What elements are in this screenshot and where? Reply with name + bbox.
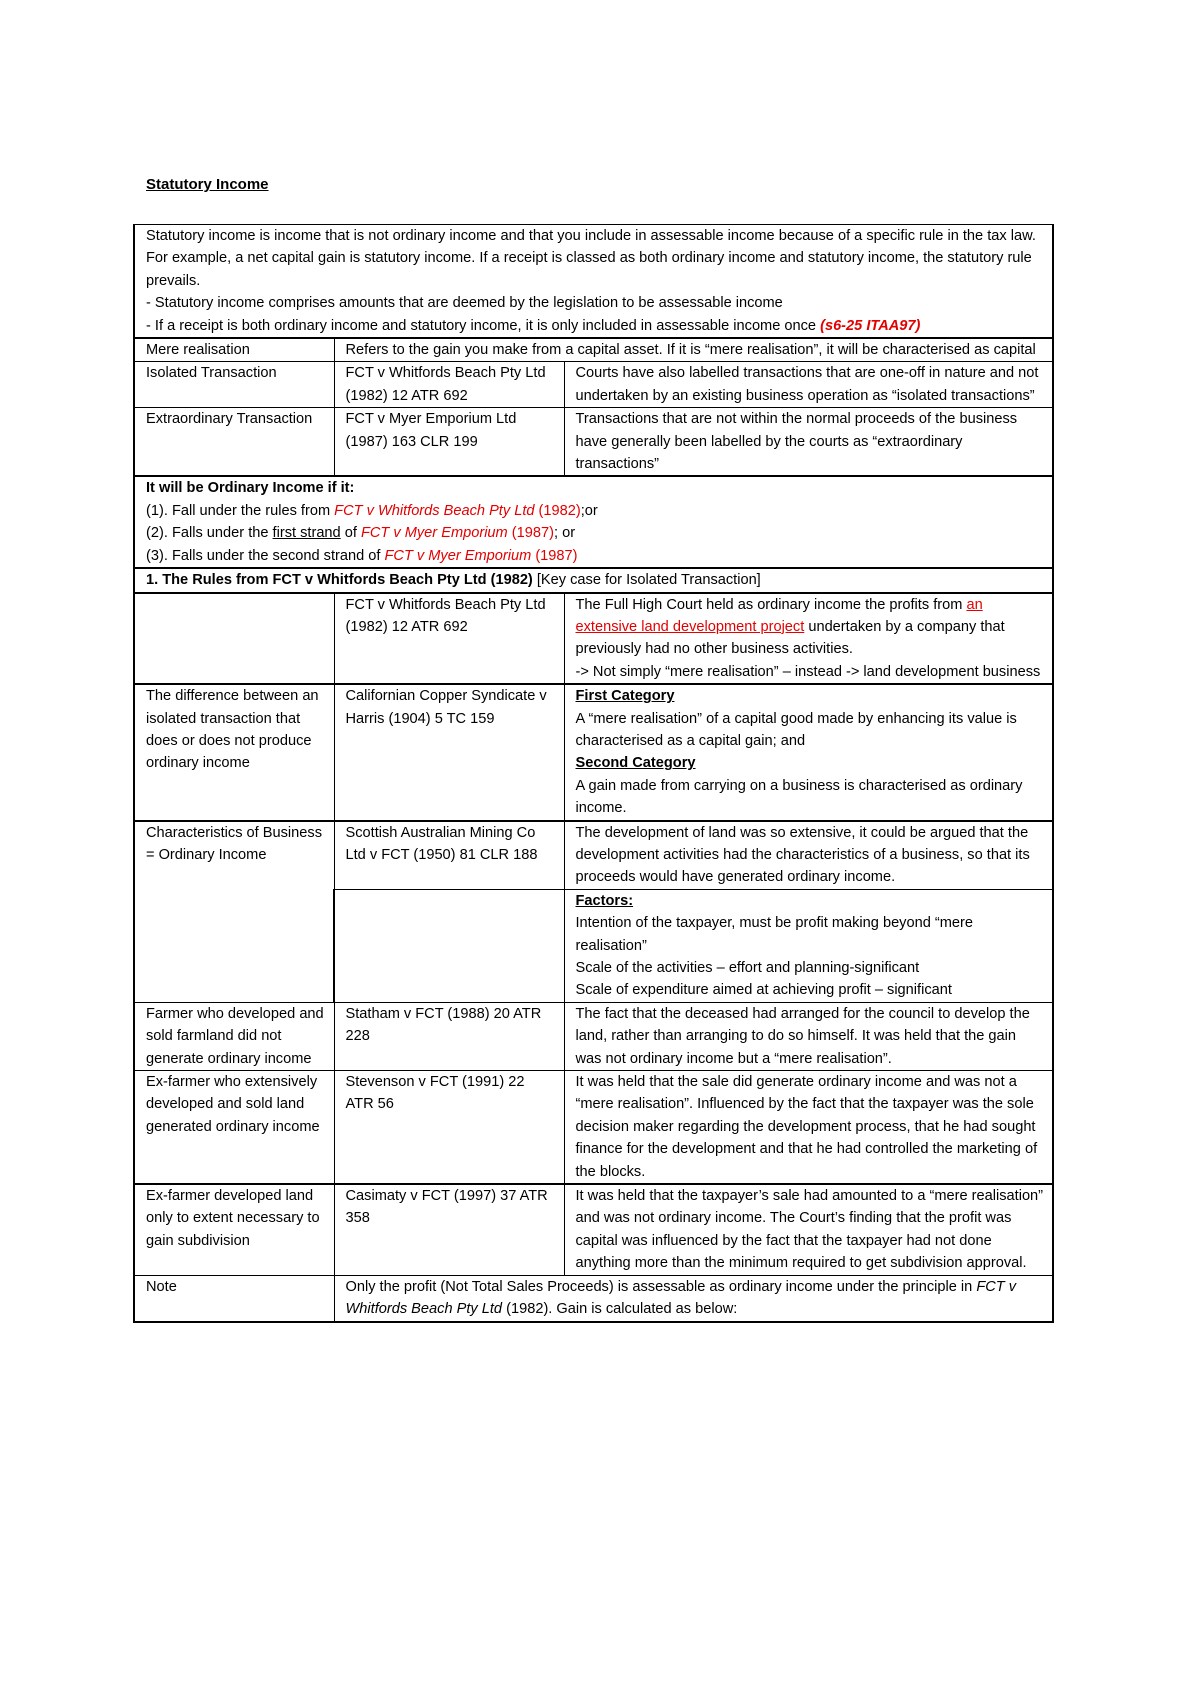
criteria-emphasis: first strand (272, 525, 341, 542)
criteria-text: (1). Fall under the rules from (146, 502, 335, 519)
case-reference: FCT v Myer Emporium (360, 525, 508, 542)
row-label: Isolated Transaction (134, 362, 334, 408)
factor-item: Scale of the activities – effort and planning-significant (575, 960, 920, 976)
table-row (134, 1275, 1053, 1321)
table-row (134, 684, 1053, 820)
row-label (134, 593, 334, 685)
section-reference: (s6-25 ITAA97) (820, 317, 921, 334)
criteria-item (146, 500, 1044, 522)
factor-item: Scale of expenditure aimed at achieving profit – significant (575, 982, 952, 999)
case-citation: Californian Copper Syndicate v Harris (1904) 5 TC 159 (334, 684, 564, 820)
section-heading (134, 568, 1053, 592)
category-text: A “mere realisation” of a capital good made by enhancing its value is characterised as a capital gain; and (575, 710, 1017, 749)
criteria-text: (3). Falls under the second strand of (146, 547, 385, 564)
intro-bullet: - Statutory income comprises amounts that are deemed by the legislation to be assessable income (146, 295, 783, 312)
case-citation: FCT v Whitfords Beach Pty Ltd (1982) 12 ATR 692 (334, 362, 564, 408)
intro-paragraph: Statutory income is income that is not ordinary income and that you include in assessable income because of a specific rule in the tax law. For example, a net capital gain is statutory income. If a receipt is classed as both ordinary income and statutory income, the statutory rule prevails. (146, 228, 1036, 289)
table-row (134, 1071, 1053, 1185)
row-label: Farmer who developed and sold farmland did not generate ordinary income (134, 1002, 334, 1070)
table-row (134, 821, 1053, 890)
case-reference: FCT v Whitfords Beach Pty Ltd (334, 502, 535, 519)
category-heading: First Category (575, 688, 675, 705)
row-label: Ex-farmer developed land only to extent necessary to gain subdivision (134, 1184, 334, 1275)
table-row (134, 1002, 1053, 1070)
case-citation (334, 889, 564, 1002)
row-text: It was held that the taxpayer’s sale had amounted to a “mere realisation” and was not ordinary income. The Court’s finding that the profit was capital was influenced by the fact that the taxpayer had not done anything more than the minimum required to get subdivision approval. (564, 1184, 1053, 1275)
case-year: (1987) (531, 547, 578, 564)
section-heading-note: [Key case for Isolated Transaction] (532, 572, 761, 589)
row-text-part: (1982). Gain is calculated as below: (502, 1301, 738, 1318)
row-label: Mere realisation (134, 338, 334, 362)
row-label: Note (134, 1275, 334, 1321)
case-citation: FCT v Myer Emporium Ltd (1987) 163 CLR 199 (334, 408, 564, 477)
row-text: The development of land was so extensive, it could be argued that the development activities had the characteristics of a business, so that its proceeds would have generated ordinary income. (564, 821, 1053, 890)
criteria-text: (2). Falls under the (146, 525, 273, 542)
row-text: Courts have also labelled transactions that are one-off in nature and not undertaken by an existing business operation as “isolated transactions” (564, 362, 1053, 408)
row-text: Transactions that are not within the normal proceeds of the business have generally been labelled by the courts as “extraordinary transactions” (564, 408, 1053, 477)
row-text (334, 1275, 1053, 1321)
intro-bullet (146, 315, 1044, 337)
table-row (134, 593, 1053, 685)
factor-item: Intention of the taxpayer, must be profit making beyond “mere realisation” (575, 915, 973, 954)
page-title: Statutory Income (146, 176, 269, 193)
criteria-heading: It will be Ordinary Income if it: (146, 480, 355, 497)
criteria-text: of (340, 525, 361, 542)
criteria-item (146, 522, 1044, 544)
table-row (134, 476, 1053, 568)
category-heading: Second Category (575, 755, 696, 772)
statutory-income-table (133, 224, 1054, 1323)
factors-heading: Factors: (575, 892, 634, 909)
case-citation: Stevenson v FCT (1991) 22 ATR 56 (334, 1071, 564, 1185)
case-year: (1982) (534, 502, 581, 519)
row-text: The fact that the deceased had arranged for the council to develop the land, rather than arranging to do so himself. It was held that the gain was not ordinary income but a “mere realisation”. (564, 1002, 1053, 1070)
case-reference: FCT v Myer Emporium (384, 547, 532, 564)
table-row (134, 568, 1053, 592)
factors-cell (564, 889, 1053, 1002)
criteria-text: ;or (580, 502, 598, 519)
row-text-part: Only the profit (Not Total Sales Proceeds) is assessable as ordinary income under the principle in (345, 1278, 977, 1295)
table-row (134, 338, 1053, 362)
criteria-item (146, 545, 1044, 567)
bullet-text: - If a receipt is both ordinary income and statutory income, it is only included in assessable income once (146, 317, 821, 334)
case-citation: Statham v FCT (1988) 20 ATR 228 (334, 1002, 564, 1070)
row-text: Refers to the gain you make from a capital asset. If it is “mere realisation”, it will be characterised as capital (334, 338, 1053, 362)
table-row (134, 225, 1053, 339)
table-row (134, 408, 1053, 477)
row-text (564, 684, 1053, 820)
row-label: Ex-farmer who extensively developed and sold land generated ordinary income (134, 1071, 334, 1185)
case-citation: Casimaty v FCT (1997) 37 ATR 358 (334, 1184, 564, 1275)
row-text (564, 593, 1053, 685)
case-reference: FCT v Whitfords Beach Pty Ltd (345, 1278, 1017, 1318)
highlighted-phrase: an extensive land development project (575, 596, 983, 635)
category-text: A gain made from carrying on a business is characterised as ordinary income. (575, 777, 1023, 817)
row-label: Characteristics of Business = Ordinary Income (134, 821, 334, 1003)
row-text-part: The Full High Court held as ordinary income the profits from (575, 596, 967, 613)
criteria-text: ; or (553, 525, 576, 542)
intro-cell (134, 225, 1053, 339)
case-year: (1987) (507, 525, 554, 542)
section-heading-bold: 1. The Rules from FCT v Whitfords Beach Pty Ltd (1982) (146, 572, 533, 589)
case-citation: Scottish Australian Mining Co Ltd v FCT (1950) 81 CLR 188 (334, 821, 564, 890)
ordinary-income-criteria (134, 476, 1053, 568)
row-label: The difference between an isolated transaction that does or does not produce ordinary income (134, 684, 334, 820)
row-text-part: undertaken by a company that previously had no other business activities. (575, 618, 1005, 658)
table-row (134, 362, 1053, 408)
table-row (134, 1184, 1053, 1275)
row-note: -> Not simply “mere realisation” – instead -> land development business (575, 663, 1041, 680)
row-label: Extraordinary Transaction (134, 408, 334, 477)
case-citation: FCT v Whitfords Beach Pty Ltd (1982) 12 ATR 692 (334, 593, 564, 685)
row-text: It was held that the sale did generate ordinary income and was not a “mere realisation”. Influenced by the fact that the taxpayer was the sole decision maker regarding the development process, that he had sought finance for the development and that he had controlled the marketing of the blocks. (564, 1071, 1053, 1185)
